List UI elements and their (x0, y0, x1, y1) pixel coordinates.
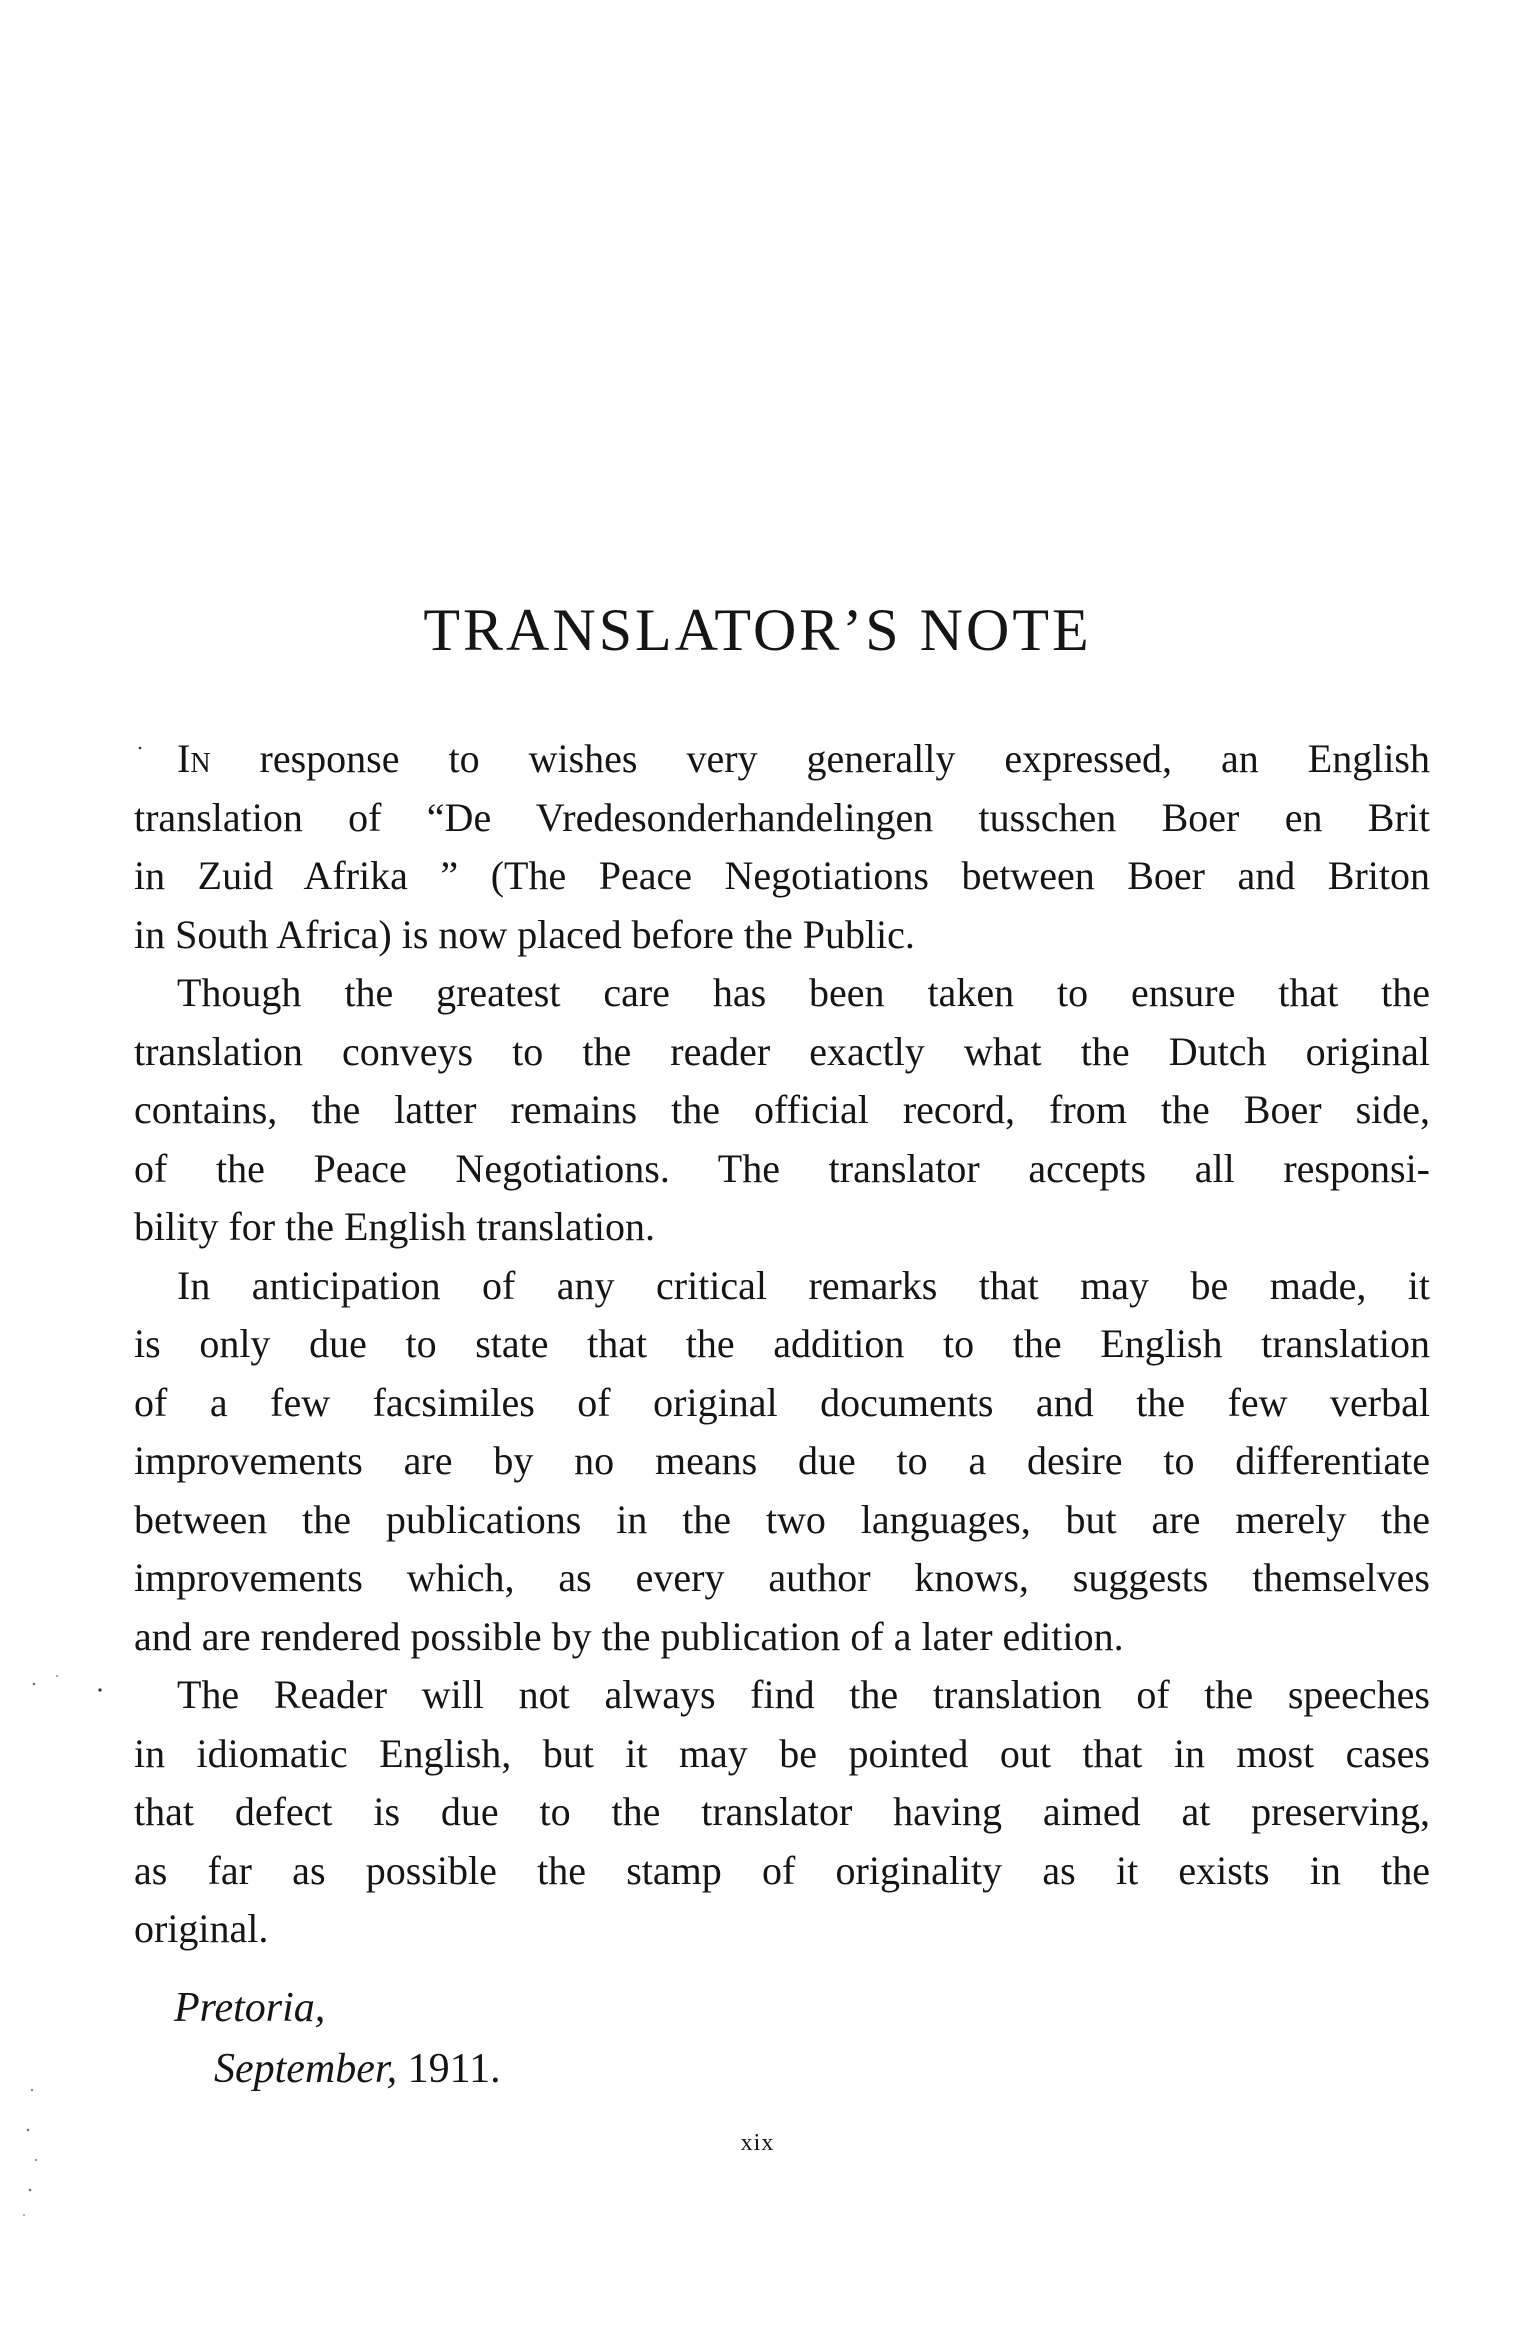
page-number: xix (740, 2130, 775, 2156)
text-line: between the publications in the two languages, but are merely the (134, 1496, 1430, 1542)
text-line: in idiomatic English, but it may be pointed out that in most cases (134, 1730, 1430, 1776)
text-line: is only due to state that the addition to the English translation (134, 1321, 1430, 1366)
signature-place: Pretoria, (174, 1985, 326, 2031)
speck (29, 2189, 32, 2192)
speck (139, 747, 142, 750)
speck (27, 2129, 30, 2132)
speck (31, 2089, 33, 2091)
text-line: contains, the latter remains the official record, from the Boer side, (134, 1087, 1430, 1132)
text-line: as far as possible the stamp of originality as it exists in the (134, 1847, 1430, 1893)
text-line: bility for the English translation. (134, 1204, 656, 1249)
text-line: The Reader will not always find the translation of the speeches (177, 1672, 1430, 1717)
text-line: translation of “De Vredesonderhandelingen tusschen Boer en Brit (134, 794, 1430, 840)
text-line: that defect is due to the translator having aimed at preserving, (134, 1789, 1430, 1834)
text-line: In response to wishes very generally expressed, an English (177, 736, 1430, 781)
drop-word: In (177, 736, 211, 781)
speck (23, 2214, 25, 2216)
text-line: in South Africa) is now placed before the Public. (134, 911, 915, 957)
text-line: in Zuid Afrika ” (The Peace Negotiations between Boer and Briton (134, 853, 1430, 898)
text-line: Though the greatest care has been taken to ensure that the (177, 970, 1430, 1015)
speck (56, 1675, 58, 1677)
text-line: translation conveys to the reader exactly what the Dutch original (134, 1028, 1430, 1074)
speck (35, 2159, 37, 2161)
text-line: and are rendered possible by the publication of a later edition. (134, 1613, 1124, 1659)
text-line: improvements are by no means due to a desire to differentiate (134, 1438, 1430, 1483)
text-line: original. (134, 1906, 269, 1951)
text-line: of the Peace Negotiations. The translator accepts all responsi- (134, 1145, 1430, 1191)
speck (33, 1683, 36, 1686)
text-line: improvements which, as every author knows, suggests themselves (134, 1555, 1430, 1600)
signature-year: 1911. (407, 2046, 501, 2092)
text-line: of a few facsimiles of original documents and the few verbal (134, 1379, 1430, 1425)
page-title: TRANSLATOR’S NOTE (423, 597, 1092, 663)
signature-month: September, (214, 2046, 398, 2092)
speck (98, 1688, 101, 1691)
text-line: In anticipation of any critical remarks that may be made, it (177, 1262, 1430, 1308)
